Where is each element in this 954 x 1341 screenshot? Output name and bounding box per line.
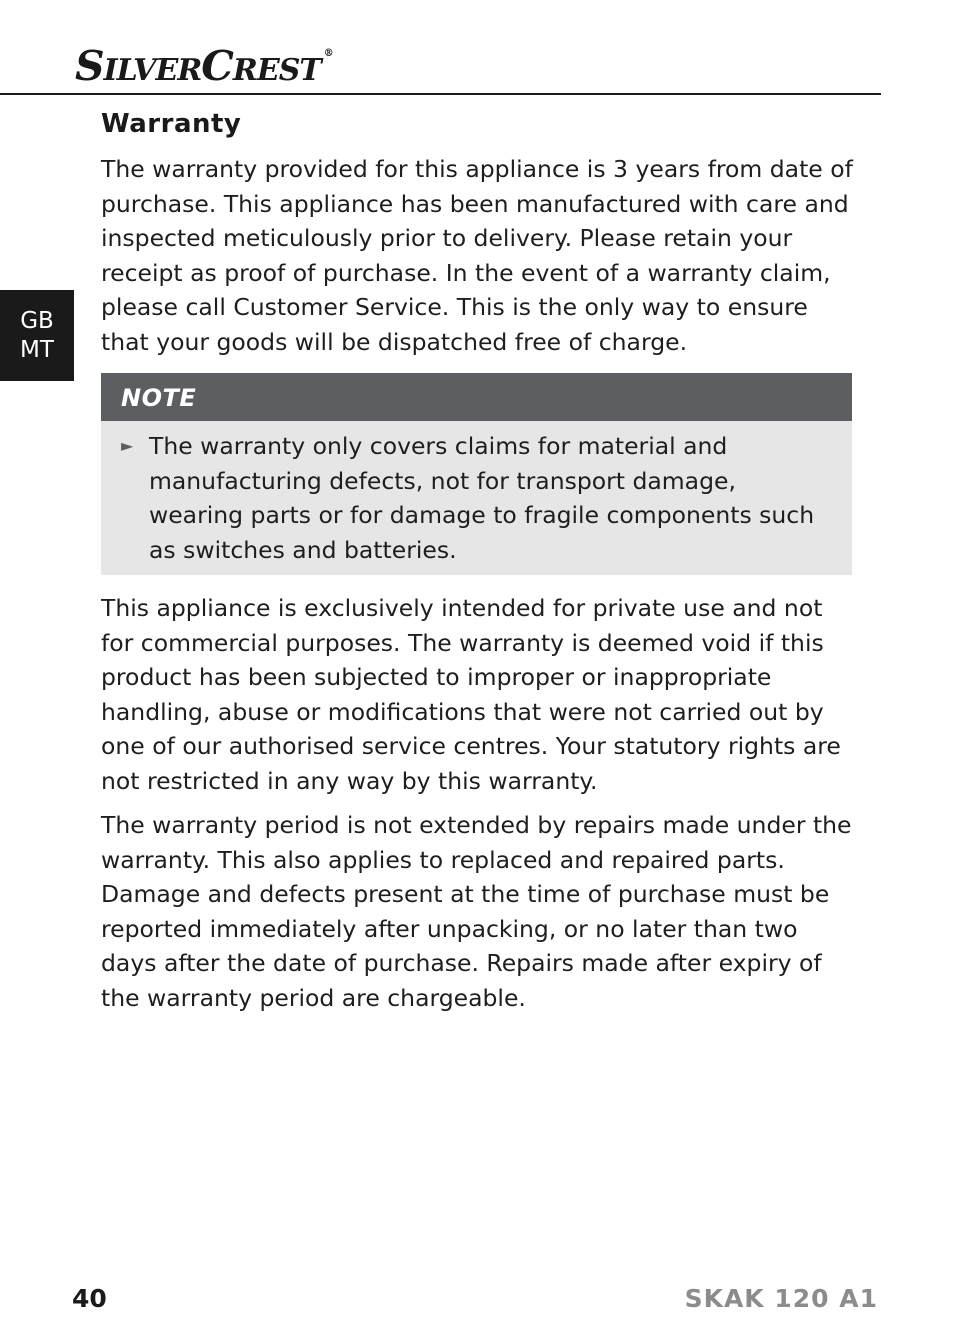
note-body <box>101 421 852 575</box>
page-number: 40 <box>72 1284 107 1313</box>
note-text: The warranty only covers claims for material and manufacturing defects, not for transport damage, wearing parts or for damage to fragile components such as switches and batteries. <box>149 432 815 564</box>
logo-letter: C <box>201 42 233 90</box>
language-code: GB <box>20 307 54 334</box>
section-title: Warranty <box>101 109 242 139</box>
brand-logo <box>75 42 333 90</box>
registered-mark: ® <box>323 48 333 59</box>
note-box <box>101 373 852 575</box>
logo-letters: ILVER <box>103 53 202 88</box>
arrow-bullet-icon: ► <box>121 436 134 455</box>
note-header: NOTE <box>101 373 852 421</box>
paragraph: The warranty period is not extended by repairs made under the warranty. This also applies to replaced and repaired parts. Damage and defects present at the time of purchase must be reported immediately after unpacking, or no later than two days after the date of purchase. Repairs made after expiry of the warranty period are chargeable. <box>101 811 852 1012</box>
model-number: SKAK 120 A1 <box>684 1284 878 1313</box>
logo-letter: S <box>75 42 104 90</box>
language-code: MT <box>20 336 54 363</box>
main-content <box>101 106 853 1015</box>
language-tab <box>0 290 74 381</box>
paragraph: The warranty provided for this appliance is 3 years from date of purchase. This appliance has been manufactured with care and inspected meticulously prior to delivery. Please retain your receipt as proof of purchase. In the event of a warranty claim, please call Customer Service. This is the only way to ensure that your goods will be dispatched free of charge. <box>101 155 853 356</box>
logo-letters: REST <box>232 53 321 88</box>
paragraph: This appliance is exclusively intended for private use and not for commercial purposes. The warranty is deemed void if this product has been subjected to improper or inappropriate handling, abuse or modifications that were not carried out by one of our authorised service centres. Your statutory rights are not restricted in any way by this warranty. <box>101 594 841 795</box>
header-divider <box>0 93 881 95</box>
